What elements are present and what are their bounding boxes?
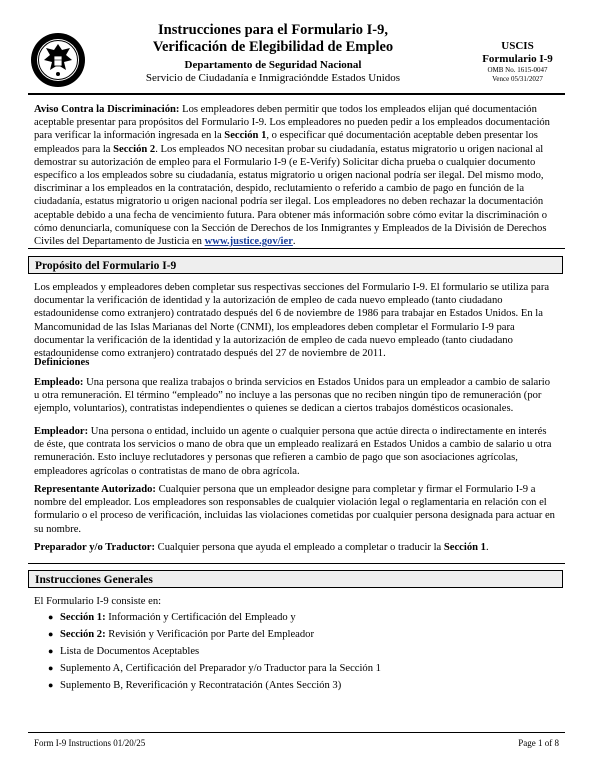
notice-rule bbox=[28, 248, 565, 249]
notice-text: . bbox=[292, 236, 296, 248]
justice-gov-link[interactable]: www.justice.gov/ier bbox=[204, 236, 293, 248]
purpose-heading: Propósito del Formulario I-9 bbox=[28, 256, 563, 274]
anti-discrimination-notice bbox=[34, 103, 557, 248]
general-instructions-heading: Instrucciones Generales bbox=[28, 570, 563, 588]
dhs-seal-icon bbox=[30, 32, 86, 88]
list-item-text: Suplemento B, Reverificación y Recontratación (Antes Sección 3) bbox=[60, 680, 342, 691]
document-title-line1: Instrucciones para el Formulario I-9, bbox=[158, 22, 388, 38]
list-item bbox=[48, 611, 548, 628]
definition-preparer bbox=[34, 541, 557, 554]
list-item-text: Lista de Documentos Aceptables bbox=[60, 646, 200, 657]
list-item bbox=[48, 628, 548, 645]
notice-text: . Los empleados NO necesitan probar su ciudadanía, estatus migratorio u origen nacional al demostrar su autorización de empleo para el Formulario I-9 (e E-Verify) Solicitar dicha prueba o cualquier documento específico a los empleados sobre su ciudadanía, estatus migratorio u origen nacional podría ser ilegal. Del mismo modo, discriminar a los empleados en la contratación, despido, reclutamiento o referido a cambio de pago en función de la ciudadanía, estatus migratorio u origen nacional podría ser ilegal. Los empleadores no deben rechazar la documentación aceptable debido a una fecha de vencimiento futura. Para obtener más información sobre cómo evitar la discriminación o cómo denunciarla, comuníquese con la Sección de Derechos de los Inmigrantes y Empleados de la División de Derechos Civiles del Departamento de Justicia en bbox=[34, 143, 548, 248]
expiration-date: Vence 05/31/2027 bbox=[492, 75, 543, 83]
service-name: Servicio de Ciudadanía e Inmigracióndde Estados Unidos bbox=[145, 72, 401, 84]
notice-text: Los empleadores deben permitir que todos los empleados elijan qué documentación aceptable presentar para propósitos del Formulario I-9. Los empleadores no pueden pedir a los empleados documentación para verificar la información ingresada en la bbox=[34, 104, 550, 142]
list-item-text: Información y Certificación del Empleado y bbox=[105, 612, 296, 623]
general-intro: El Formulario I-9 consiste en: bbox=[34, 596, 162, 607]
title-block bbox=[108, 22, 438, 85]
form-id-block bbox=[470, 40, 565, 84]
department-name: Departamento de Seguridad Nacional bbox=[184, 59, 362, 71]
definition-authorized-rep bbox=[34, 483, 557, 536]
purpose-body: Los empleados y empleadores deben completar sus respectivas secciones del Formulario I-9. El formulario se utiliza para documentar la verificación de identidad y la autorización de empleo de cada nuevo empleado (tanto ciudadano estadounidense como extranjero) contratado después del 6 de noviembre de 1986 para trabajar en Estados Unidos. En la Mancomunidad de las Islas Marianas del Norte (CNMI), los empleadores deben completar el Formulario I-9 para documentar la verificación de la identidad y la autorización de empleo de cada nuevo empleado (tanto ciudadano estadounidense como extranjero) contratado después del 27 de noviembre de 2011. bbox=[34, 282, 550, 360]
preparer-definition: Cualquier persona que ayuda el empleado a completar o traducir la bbox=[155, 542, 444, 553]
notice-text: , o especificar qué documentación aceptable deben presentar los empleados para la bbox=[34, 130, 538, 155]
authorized-rep-definition: Cualquier persona que un empleador designe para completar y firmar el Formulario I-9 a nombre del empleador. Los empleadores son responsables de cualquier violación legal o reglamentaria en relación con el formulario o el proceso de verificación, incluidas las violaciones cometidas por cualquier persona designada para actuar en su nombre. bbox=[34, 484, 555, 535]
footer-page-number: Page 1 of 8 bbox=[518, 738, 559, 748]
definitions-heading: Definiciones bbox=[34, 357, 90, 368]
document-title-line2: Verificación de Elegibilidad de Empleo bbox=[152, 39, 394, 55]
employer-definition: Una persona o entidad, incluido un agente o cualquier persona que actúe directa o indirectamente en interés de éste, que contrata los servicios o mano de obra que un empleado realizará en Estados Unidos a cambio de salario u otra remuneración. Esto incluye reclutadores y personas que refieren a cambio de pago que son asociaciones agrícolas, empleadores agrícolas o contratistas de mano de obra agrícola. bbox=[34, 426, 552, 477]
definitions-rule bbox=[28, 563, 565, 564]
list-item bbox=[48, 645, 548, 662]
definition-employer bbox=[34, 425, 557, 478]
list-item-label: Sección 1: bbox=[60, 612, 106, 623]
list-item-text: Revisión y Verificación por Parte del Empleador bbox=[105, 629, 314, 640]
header-rule bbox=[28, 93, 565, 95]
agency-label: USCIS bbox=[501, 40, 534, 52]
form-header bbox=[28, 22, 565, 100]
footer-form-version: Form I-9 Instructions 01/20/25 bbox=[34, 738, 146, 748]
employee-term: Empleado: bbox=[34, 377, 84, 388]
section-1-ref: Sección 1 bbox=[224, 130, 267, 142]
section-1-ref: Sección 1 bbox=[443, 542, 486, 553]
employee-definition: Una persona que realiza trabajos o brinda servicios en Estados Unidos para un empleador a cambio de salario u otra remuneración. El término “empleado” no incluye a las personas que no reciben ningún tipo de remuneración (por ejemplo, voluntarios), contratistas independientes o quienes se dedican a ciertos trabajos domésticos ocasionales. bbox=[34, 377, 551, 415]
list-item bbox=[48, 679, 548, 696]
employer-term: Empleador: bbox=[34, 426, 89, 437]
list-item-label: Sección 2: bbox=[60, 629, 106, 640]
preparer-definition-end: . bbox=[485, 542, 489, 553]
form-components-list bbox=[48, 611, 548, 696]
omb-number: OMB No. 1615-0047 bbox=[487, 66, 548, 74]
footer-rule bbox=[28, 732, 565, 733]
list-item-text: Suplemento A, Certificación del Preparador y/o Traductor para la Sección 1 bbox=[60, 663, 381, 674]
form-number: Formulario I-9 bbox=[482, 53, 553, 65]
preparer-term: Preparador y/o Traductor: bbox=[34, 542, 156, 553]
notice-label: Aviso Contra la Discriminación: bbox=[34, 104, 180, 115]
list-item bbox=[48, 662, 548, 679]
authorized-rep-term: Representante Autorizado: bbox=[34, 484, 156, 495]
definition-employee bbox=[34, 376, 557, 416]
section-2-ref: Sección 2 bbox=[113, 143, 156, 155]
